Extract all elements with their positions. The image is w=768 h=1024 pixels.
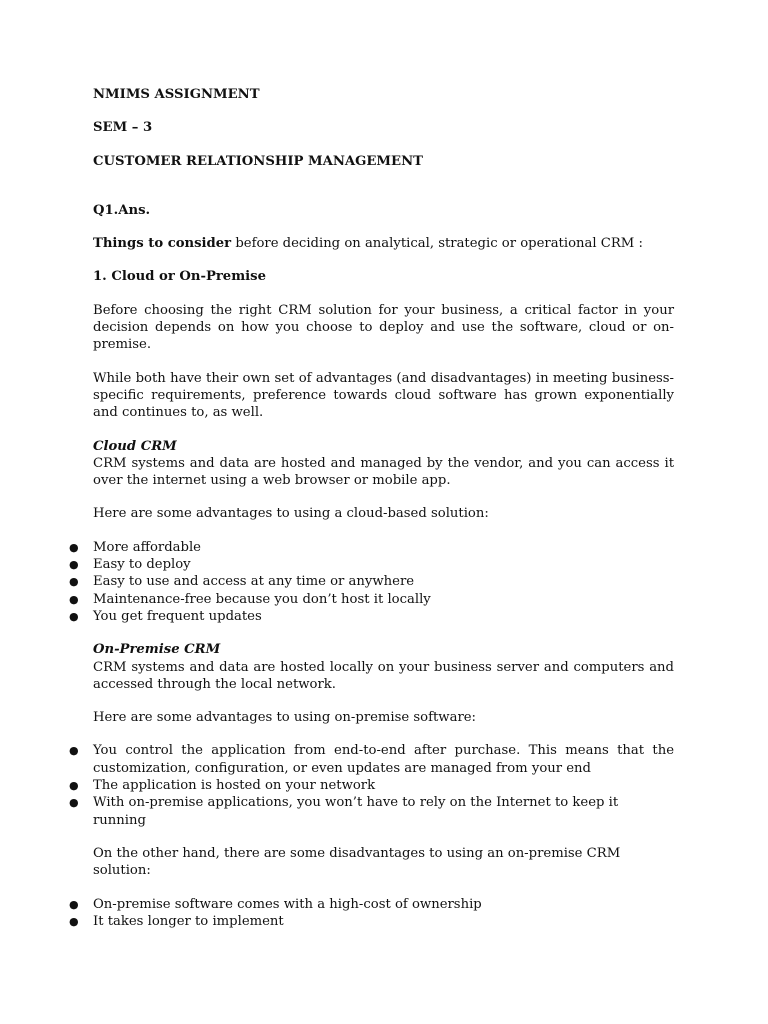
list-item: ● Maintenance-free because you don’t host it locally xyxy=(69,591,431,607)
list-item: ● The application is hosted on your network xyxy=(69,778,376,794)
bullet-icon: ● xyxy=(69,744,79,758)
header-subject: CUSTOMER RELATIONSHIP MANAGEMENT xyxy=(93,153,423,169)
bullet-icon: ● xyxy=(69,914,79,928)
bullet-icon: ● xyxy=(69,796,79,810)
bullet-icon: ● xyxy=(69,592,79,606)
cloud-adv-intro: Here are some advantages to using a cloud-based solution: xyxy=(93,506,489,522)
bullet-icon: ● xyxy=(69,897,79,911)
header-title: NMIMS ASSIGNMENT xyxy=(93,87,260,102)
onprem-disadvantages-list xyxy=(69,896,674,931)
answer-label: Q1.Ans. xyxy=(93,202,151,218)
onprem-crm-heading: On-Premise CRM xyxy=(93,642,221,658)
document-page xyxy=(69,86,674,930)
intro-bold: Things to consider xyxy=(93,236,232,252)
bullet-icon: ● xyxy=(69,779,79,793)
list-item: ● Easy to use and access at any time or anywhere xyxy=(69,574,415,590)
onprem-disadv-intro: On the other hand, there are some disadvantages to using an on-premise CRM solution: xyxy=(93,845,621,879)
bullet-icon: ● xyxy=(69,558,79,572)
cloud-crm-desc: CRM systems and data are hosted and managed by the vendor, and you can access it over the internet using a web browser or mobile app. xyxy=(93,455,674,489)
cloud-advantages-list xyxy=(69,539,674,625)
onprem-crm-desc: CRM systems and data are hosted locally on your business server and computers and accessed through the local network. xyxy=(93,659,674,692)
intro-rest: before deciding on analytical, strategic or operational CRM : xyxy=(231,236,643,252)
paragraph-1: Before choosing the right CRM solution for your business, a critical factor in your decision depends on how you choose to deploy and use the software, cloud or on-premise. xyxy=(93,302,674,353)
onprem-adv-intro: Here are some advantages to using on-premise software: xyxy=(93,710,477,726)
intro-line xyxy=(93,235,674,252)
paragraph-2: While both have their own set of advantages (and disadvantages) in meeting business-specific requirements, preference towards cloud software has grown exponentially and continues to, as well. xyxy=(93,370,674,421)
list-item: ● Easy to deploy xyxy=(69,557,191,573)
header-semester: SEM – 3 xyxy=(93,120,153,136)
cloud-crm-heading: Cloud CRM xyxy=(93,438,177,454)
bullet-icon: ● xyxy=(69,609,79,623)
list-item: ● You control the application from end-to-end after purchase. This means that the customization, configuration, or even updates are managed from your end xyxy=(69,743,674,776)
list-item: ● It takes longer to implement xyxy=(69,913,284,929)
bullet-icon: ● xyxy=(69,540,79,554)
section-title: 1. Cloud or On-Premise xyxy=(93,269,266,285)
onprem-advantages-list xyxy=(69,742,674,828)
list-item: ● On-premise software comes with a high-cost of ownership xyxy=(69,896,482,912)
list-item: ● You get frequent updates xyxy=(69,608,262,624)
list-item: ● More affordable xyxy=(69,539,201,555)
list-item: ● With on-premise applications, you won’t have to rely on the Internet to keep it running xyxy=(69,795,619,828)
bullet-icon: ● xyxy=(69,575,79,589)
